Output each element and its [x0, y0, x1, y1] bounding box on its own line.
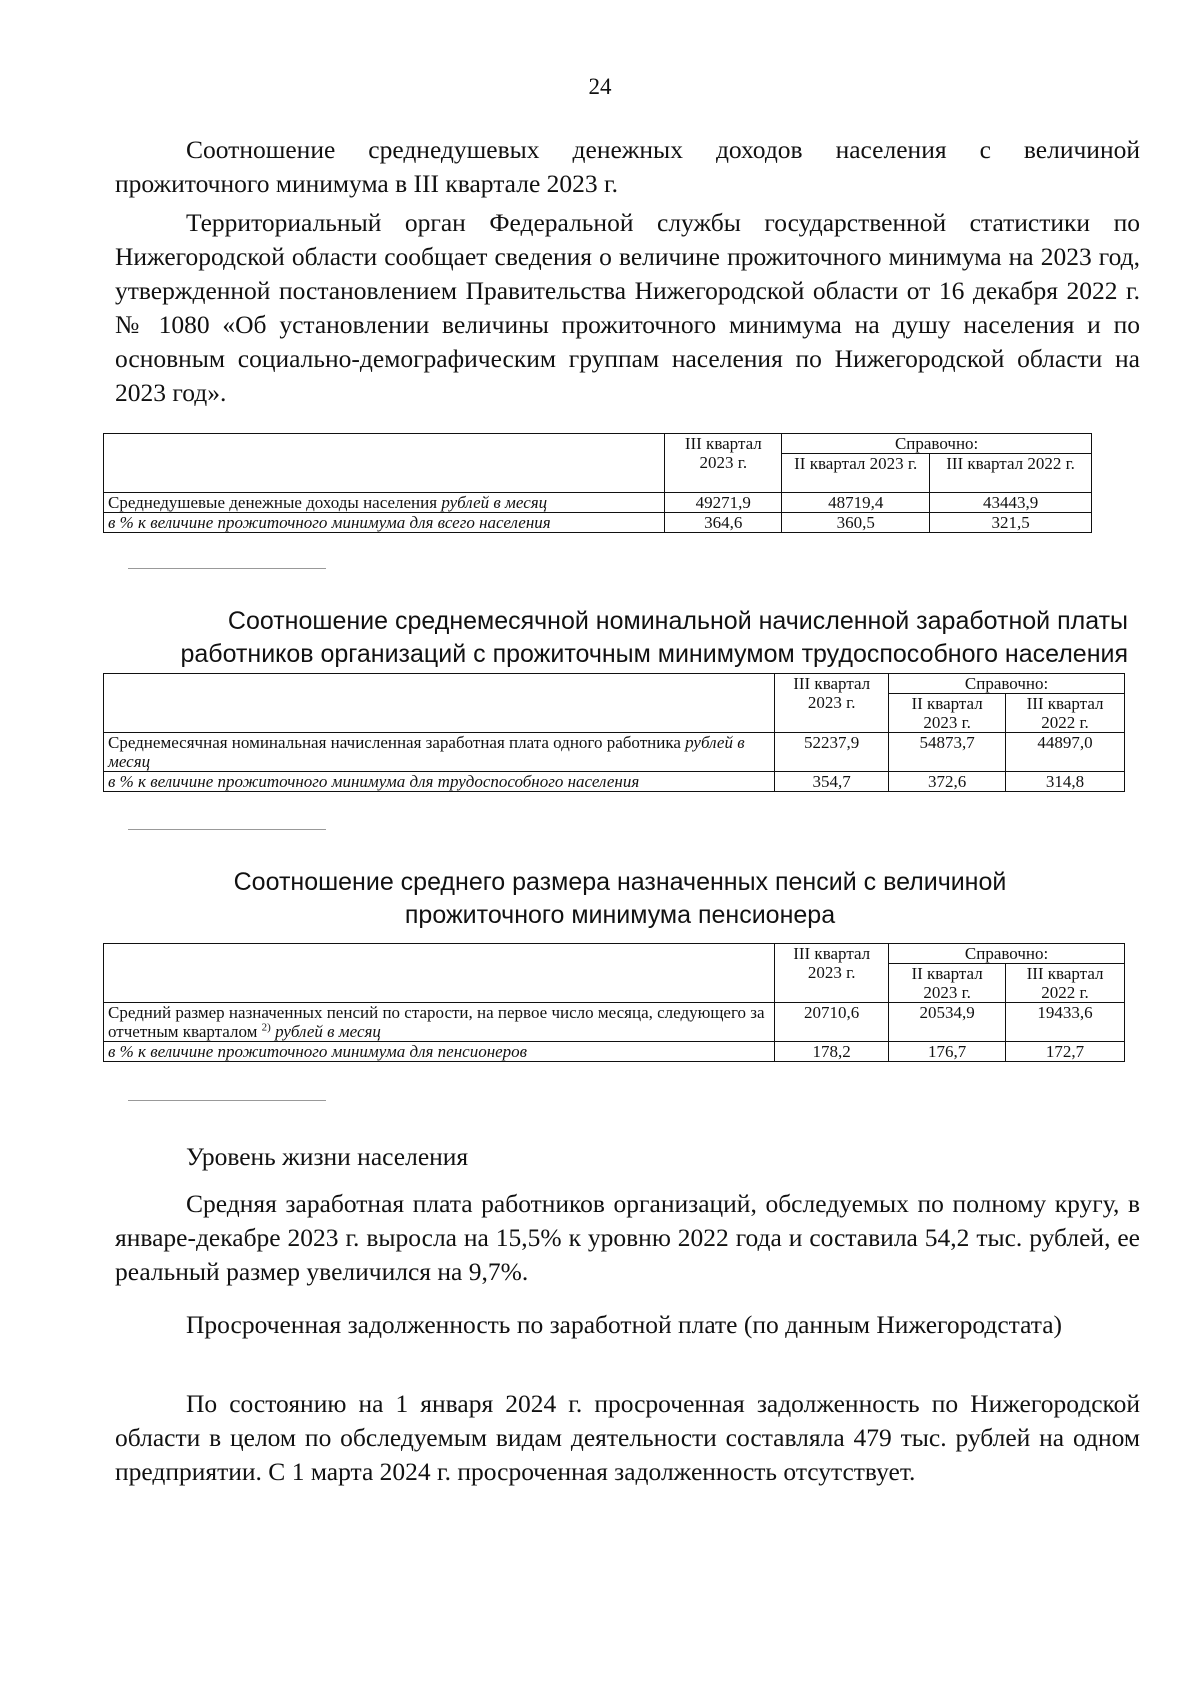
wage-row2-value: 314,8 — [1006, 772, 1125, 792]
wage-row1-value: 52237,9 — [775, 733, 889, 772]
section2-title: Соотношение среднемесячной номинальной начисленной заработной платы работников организаций с прожиточным минимумом трудоспособного населения — [180, 607, 1128, 668]
wage-row1-value: 54873,7 — [889, 733, 1006, 772]
wage-row2-label: в % к величине прожиточного минимума для трудоспособного населения — [104, 772, 775, 792]
income-row1-value: 48719,4 — [782, 492, 930, 512]
income-col-ref2: III квартал 2022 г. — [930, 454, 1092, 493]
income-col-main: III квартал 2023 г. — [665, 434, 782, 493]
wage-col-ref1: II квартал 2023 г. — [889, 694, 1006, 733]
section3-title-line2: прожиточного минимума пенсионера — [404, 901, 836, 929]
pension-row1-value: 20534,9 — [889, 1003, 1006, 1042]
footnote-marker: 2) — [261, 1021, 271, 1034]
section3-title-line1: Соотношение среднего размера назначенных пенсий с величиной — [233, 868, 1007, 896]
pension-col-main: III квартал 2023 г. — [775, 944, 889, 1003]
wage-col-ref2: III квартал 2022 г. — [1006, 694, 1125, 733]
divider — [128, 1100, 326, 1101]
income-col-ref1: II квартал 2023 г. — [782, 454, 930, 493]
wage-row1-label: Среднемесячная номинальная начисленная заработная плата одного работника рублей в месяц — [104, 733, 775, 772]
section5-paragraph: По состоянию на 1 января 2024 г. просроченная задолженность по Нижегородской области в целом по обследуемым видам деятельности составляла 479 тыс. рублей на одном предприятии. С 1 марта 2024 г. просроченная задолженность отсутствует. — [115, 1389, 1140, 1486]
wage-table — [103, 673, 1125, 792]
income-table — [103, 433, 1092, 533]
pension-col-ref: Справочно: — [889, 944, 1125, 964]
pension-row2-value: 172,7 — [1006, 1042, 1125, 1062]
page-number: 24 — [588, 74, 612, 99]
pension-row2-value: 178,2 — [775, 1042, 889, 1062]
income-row2-value: 360,5 — [782, 512, 930, 532]
pension-col-ref2: III квартал 2022 г. — [1006, 964, 1125, 1003]
income-table-corner — [104, 434, 665, 454]
wage-col-ref: Справочно: — [889, 674, 1125, 694]
divider — [128, 568, 326, 569]
wage-row1-value: 44897,0 — [1006, 733, 1125, 772]
pension-row2-value: 176,7 — [889, 1042, 1006, 1062]
income-row1-value: 49271,9 — [665, 492, 782, 512]
income-row2-label: в % к величине прожиточного минимума для всего населения — [104, 512, 665, 532]
wage-row2-value: 354,7 — [775, 772, 889, 792]
pension-row1-value: 19433,6 — [1006, 1003, 1125, 1042]
section5-heading: Просроченная задолженность по заработной плате (по данным Нижегородстата) — [186, 1310, 1063, 1339]
section4-heading: Уровень жизни населения — [186, 1142, 469, 1171]
pension-row2-label: в % к величине прожиточного минимума для пенсионеров — [104, 1042, 775, 1062]
pension-row1-label: Средний размер назначенных пенсий по старости, на первое число месяца, следующего за отчетным кварталом $^{2)}$ рублей в месяц — [104, 1003, 775, 1042]
income-row1-value: 43443,9 — [930, 492, 1092, 512]
income-row2-value: 364,6 — [665, 512, 782, 532]
pension-table — [103, 943, 1125, 1062]
wage-row2-value: 372,6 — [889, 772, 1006, 792]
section1-heading: Соотношение среднедушевых денежных доходов населения с величиной прожиточного минимума в III квартале 2023 г. — [115, 135, 1140, 198]
section1-paragraph: Территориальный орган Федеральной службы государственной статистики по Нижегородской области сообщает сведения о величине прожиточного минимума на 2023 год, утвержденной постановлением Правительства Нижегородской области от 16 декабря 2022 г. № 1080 «Об установлении величины прожиточного минимума на душу населения и по основным социально-демографическим группам населения по Нижегородской области на 2023 год». — [115, 208, 1140, 407]
divider — [128, 829, 326, 830]
income-row2-value: 321,5 — [930, 512, 1092, 532]
income-col-ref: Справочно: — [782, 434, 1092, 454]
section4-paragraph: Средняя заработная плата работников организаций, обследуемых по полному кругу, в январе-декабре 2023 г. выросла на 15,5% к уровню 2022 года и составила 54,2 тыс. рублей, ее реальный размер увеличился на 9,7%. — [115, 1189, 1140, 1286]
pension-col-ref1: II квартал 2023 г. — [889, 964, 1006, 1003]
income-row1-label: Среднедушевые денежные доходы населения рублей в месяц — [104, 492, 665, 512]
wage-col-main: III квартал 2023 г. — [775, 674, 889, 733]
pension-row1-value: 20710,6 — [775, 1003, 889, 1042]
